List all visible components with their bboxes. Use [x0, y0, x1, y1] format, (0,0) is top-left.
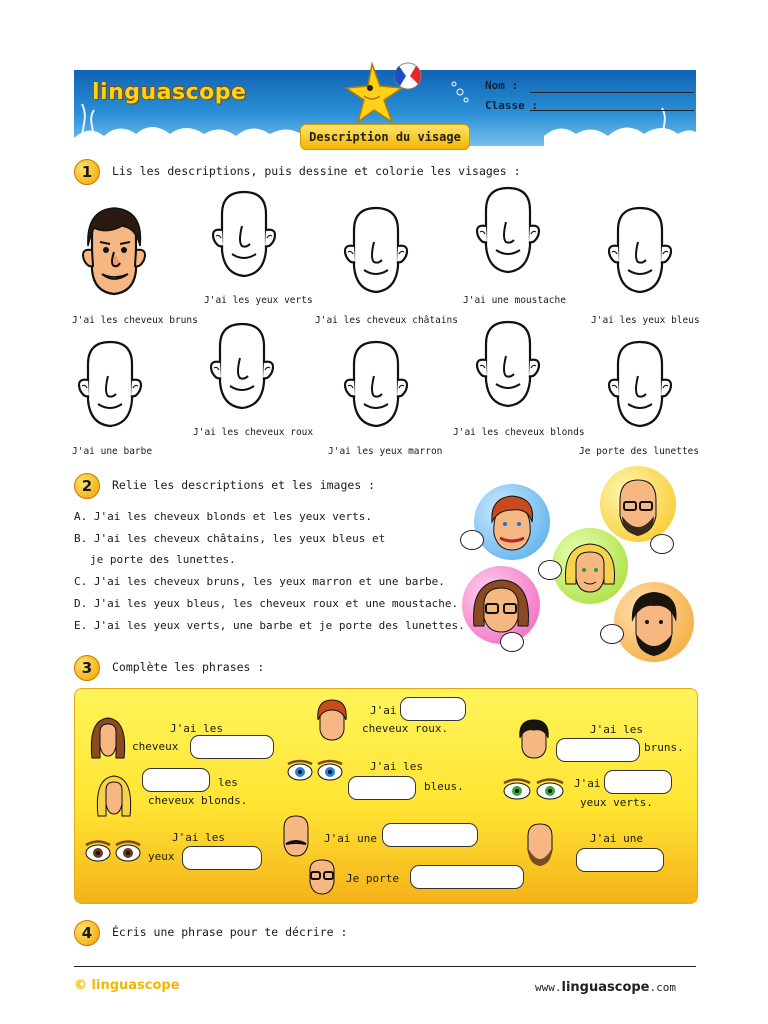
brown-hair-boy-icon: [516, 718, 552, 760]
colored-face-example: [78, 206, 150, 298]
blank-face: [206, 322, 278, 414]
answer-box-8[interactable]: [382, 823, 478, 847]
blank-face: [340, 206, 412, 298]
answer-box-3[interactable]: [556, 738, 640, 762]
beard-face-icon: [522, 820, 558, 866]
url-prefix: www.: [535, 981, 562, 994]
section-number-2: 2: [74, 473, 100, 499]
red-hair-boy-icon: [314, 698, 350, 742]
match-item-a: A. J'ai les cheveux blonds et les yeux verts.: [74, 510, 373, 523]
caption: J'ai les cheveux roux: [193, 427, 314, 438]
answer-oval[interactable]: [460, 530, 484, 550]
answer-box-6[interactable]: [604, 770, 672, 794]
moustache-face-icon: [278, 812, 314, 858]
worksheet-title: Description du visage: [300, 124, 470, 150]
sentence-2-part-a: J'ai: [370, 704, 397, 717]
face-bubble-brunette-glasses: [462, 566, 540, 644]
copyright: © linguascope: [74, 978, 180, 993]
answer-box-2[interactable]: [400, 697, 466, 721]
sentence-4-part-a: les: [218, 776, 238, 789]
blank-face: [340, 340, 412, 432]
caption: J'ai les cheveux blonds: [453, 427, 585, 438]
caption: J'ai les yeux bleus: [591, 315, 700, 326]
url-brand: linguascope: [561, 980, 650, 995]
sentence-7-part-b: yeux: [148, 850, 175, 863]
face-bubble-bearded: [614, 582, 694, 662]
sentence-10: Je porte: [346, 872, 399, 885]
sentence-1-part-a: J'ai les: [170, 722, 223, 735]
chestnut-hair-girl-icon: [88, 716, 128, 762]
section4-instruction: Écris une phrase pour te décrire :: [112, 925, 348, 939]
sentence-8: J'ai une: [324, 832, 377, 845]
caption: J'ai les cheveux bruns: [72, 315, 198, 326]
section3-instruction: Complète les phrases :: [112, 660, 265, 674]
url-suffix: .com: [649, 981, 676, 994]
caption: J'ai les cheveux châtains: [315, 315, 458, 326]
class-field[interactable]: [530, 110, 694, 111]
caption: Je porte des lunettes: [579, 446, 700, 457]
sentence-4-part-b: cheveux blonds.: [148, 794, 248, 807]
section-number-4: 4: [74, 920, 100, 946]
answer-oval[interactable]: [600, 624, 624, 644]
match-item-e: E. J'ai les yeux verts, une barbe et je porte des lunettes.: [74, 619, 465, 632]
sentence-6-part-a: J'ai: [574, 777, 601, 790]
green-eyes-icon: [502, 776, 566, 804]
answer-box-1[interactable]: [190, 735, 274, 759]
match-item-c: C. J'ai les cheveux bruns, les yeux marron et une barbe.: [74, 575, 445, 588]
blonde-girl-icon: [94, 774, 134, 820]
caption: J'ai une moustache: [463, 295, 566, 306]
sentence-5-part-a: J'ai les: [370, 760, 423, 773]
section-number-3: 3: [74, 655, 100, 681]
name-field[interactable]: [530, 92, 694, 93]
sentence-7-part-a: J'ai les: [172, 831, 225, 844]
answer-box-10[interactable]: [410, 865, 524, 889]
section2-instruction: Relie les descriptions et les images :: [112, 478, 376, 492]
linguascope-logo: linguascope: [92, 80, 247, 105]
blank-face: [604, 206, 676, 298]
blank-face: [74, 340, 146, 432]
name-label: Nom :: [485, 79, 519, 92]
blank-face: [208, 190, 280, 282]
sentence-2-part-b: cheveux roux.: [362, 722, 449, 735]
website-url[interactable]: [535, 980, 676, 995]
answer-oval[interactable]: [500, 632, 524, 652]
brown-eyes-icon: [84, 838, 142, 866]
answer-oval[interactable]: [538, 560, 562, 580]
blank-face: [472, 186, 544, 278]
answer-box-7[interactable]: [182, 846, 262, 870]
blue-eyes-icon: [286, 758, 344, 784]
sentence-1-part-b: cheveux: [132, 740, 179, 753]
caption: J'ai les yeux marron: [328, 446, 443, 457]
answer-oval[interactable]: [650, 534, 674, 554]
footer-divider: [74, 966, 696, 967]
class-label: Classe :: [485, 99, 538, 112]
match-item-d: D. J'ai les yeux bleus, les cheveux roux et une moustache.: [74, 597, 459, 610]
answer-box-4[interactable]: [142, 768, 210, 792]
face-bubble-redhead: [474, 484, 550, 560]
glasses-face-icon: [304, 856, 340, 896]
section1-instruction: Lis les descriptions, puis dessine et colorie les visages :: [112, 164, 521, 178]
blank-face: [472, 320, 544, 412]
caption: J'ai les yeux verts: [204, 295, 313, 306]
blank-face: [604, 340, 676, 432]
sentence-3-part-a: J'ai les: [590, 723, 643, 736]
sentence-3-part-b: bruns.: [644, 741, 684, 754]
match-item-b-cont: je porte des lunettes.: [90, 553, 236, 566]
caption: J'ai une barbe: [72, 446, 153, 457]
sentence-6-part-b: yeux verts.: [580, 796, 653, 809]
section-number-1: 1: [74, 159, 100, 185]
sentence-9: J'ai une: [590, 832, 643, 845]
match-item-b: B. J'ai les cheveux châtains, les yeux bleus et: [74, 532, 386, 545]
answer-box-5[interactable]: [348, 776, 416, 800]
sentence-5-part-b: bleus.: [424, 780, 464, 793]
starfish-mascot-icon: [334, 60, 424, 126]
answer-box-9[interactable]: [576, 848, 664, 872]
